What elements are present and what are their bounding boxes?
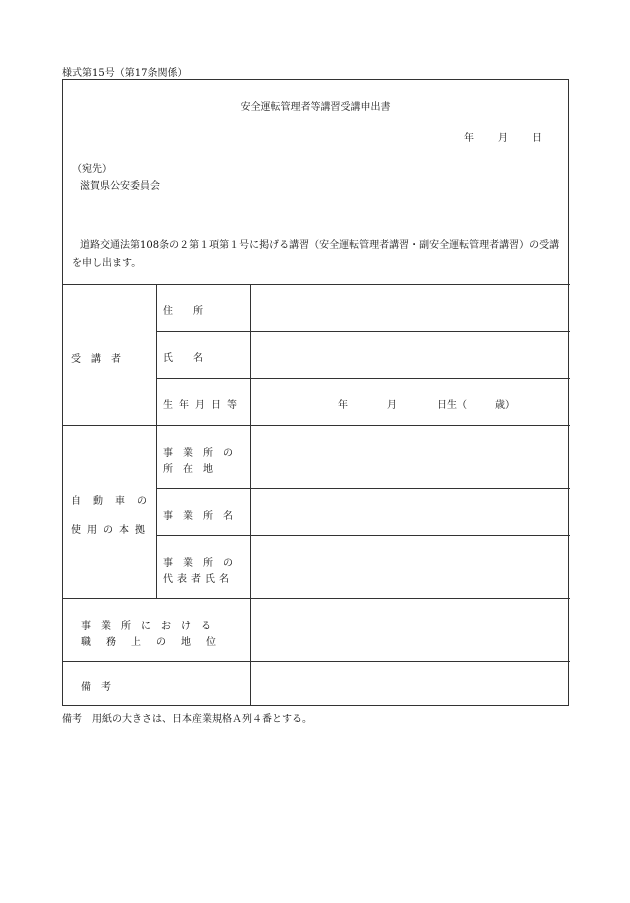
divider — [156, 535, 570, 536]
divider — [63, 425, 570, 426]
position-label-1: 事業所における — [81, 621, 221, 632]
birth-day-label: 日生（ — [437, 400, 467, 411]
age-label: 歳） — [495, 400, 515, 411]
office-name-label: 事業所名 — [163, 511, 243, 522]
divider — [63, 284, 570, 285]
submission-date — [464, 129, 542, 144]
date-day-label: 日 — [532, 133, 542, 144]
office-location-label-1: 事業所の — [163, 448, 243, 459]
name-label: 氏 名 — [163, 353, 203, 364]
application-form — [62, 79, 569, 706]
divider — [63, 598, 570, 599]
addressee: 滋賀県公安委員会 — [80, 181, 160, 192]
date-year-label: 年 — [464, 133, 474, 144]
divider — [156, 331, 570, 332]
divider — [156, 378, 570, 379]
birth-label: 生年月日等 — [163, 400, 243, 411]
vehicle-base-label-2: 使用の本拠 — [71, 525, 151, 536]
applicant-group-label: 受 講 者 — [71, 354, 121, 365]
divider — [156, 284, 157, 598]
address-label: 住 所 — [163, 306, 203, 317]
vehicle-base-label-1: 自動車の — [71, 496, 159, 507]
footnote: 備考 用紙の大きさは、日本産業規格Ａ列４番とする。 — [62, 714, 312, 725]
divider — [250, 284, 251, 706]
divider — [63, 661, 570, 662]
statement-text: 道路交通法第108条の２第１項第１号に掲げる講習（安全運転管理者講習・副安全運転管理者講習）の受講を申し出ます。 — [72, 240, 560, 269]
position-label-2: 職務上の地位 — [81, 637, 231, 648]
addressee-label: （宛先） — [72, 164, 112, 175]
remarks-label: 備 考 — [81, 682, 111, 693]
office-location-label-2: 所 在 地 — [163, 464, 213, 475]
rep-name-label-2: 代表者氏名 — [163, 574, 233, 585]
birth-year-label: 年 — [338, 400, 348, 411]
divider — [156, 488, 570, 489]
birth-month-label: 月 — [387, 400, 397, 411]
form-number: 様式第15号（第17条関係） — [62, 68, 188, 79]
form-title: 安全運転管理者等講習受講申出書 — [240, 102, 391, 113]
rep-name-label-1: 事業所の — [163, 558, 243, 569]
date-month-label: 月 — [498, 133, 508, 144]
